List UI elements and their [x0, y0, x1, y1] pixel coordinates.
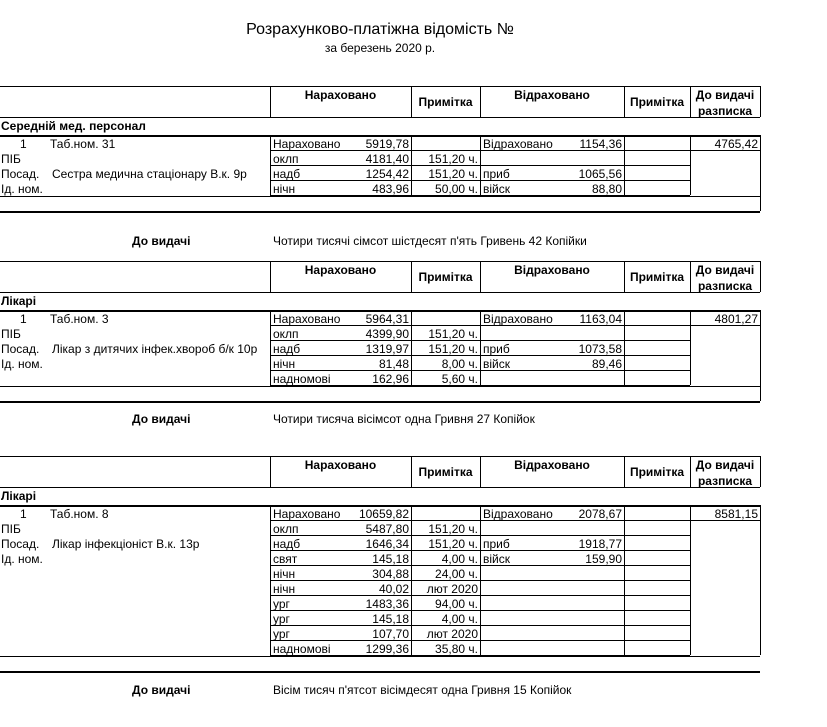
accrual-sum: 1646,34 [365, 537, 409, 551]
document-title: Розрахунково-платіжна відомість № [246, 21, 514, 38]
header-deducted: Відраховано [514, 88, 590, 102]
accrual-name: надб [273, 342, 301, 356]
grid-line [270, 135, 271, 195]
deducted-total-label: Відраховано [483, 137, 553, 151]
accrual-sum: 4399,90 [365, 327, 409, 341]
payout-label: До видачі [132, 234, 191, 248]
grid-line [760, 505, 761, 655]
block-line [0, 656, 760, 657]
grid-line [411, 310, 412, 385]
employee-number: 1 [20, 137, 27, 151]
header-accrued: Нараховано [304, 88, 377, 102]
deduction-name: війск [483, 357, 510, 371]
header-receipt: разписка [697, 104, 753, 118]
accrued-total-label: Нараховано [273, 312, 341, 326]
deducted-total-label: Відраховано [483, 312, 553, 326]
row-line [690, 520, 760, 521]
document-subtitle: за березень 2020 р. [324, 41, 436, 55]
header-note: Примітка [418, 95, 473, 109]
accrual-sum: 304,88 [372, 567, 409, 581]
accrual-name: надномові [273, 372, 331, 386]
grid-line [270, 505, 271, 655]
accrual-sum: 1299,36 [365, 642, 409, 656]
id-label: Ід. ном. [1, 552, 43, 566]
accrual-note: 151,20 ч. [428, 152, 478, 166]
header-top-line [0, 456, 760, 457]
grid-line [760, 310, 761, 385]
block-line [0, 386, 760, 387]
row-line [690, 150, 760, 151]
deduction-sum: 88,80 [591, 182, 622, 196]
accrual-note: 35,80 ч. [435, 642, 478, 656]
position-name: Лікар інфекціоніст В.к. 13р [52, 537, 200, 551]
accrual-name: надб [273, 537, 301, 551]
group-name: Лікарі [1, 489, 37, 503]
payout-amount: 8581,15 [714, 507, 758, 521]
grid-line [760, 456, 761, 487]
header-receipt: разписка [697, 474, 753, 488]
payout-label: До видачі [132, 683, 191, 697]
deduction-sum: 1065,56 [578, 167, 622, 181]
accrued-total: 5919,78 [365, 137, 409, 151]
deduction-sum: 1918,77 [578, 537, 622, 551]
header-top-line [0, 86, 760, 87]
accrual-name: надб [273, 167, 301, 181]
header-note: Примітка [418, 270, 473, 284]
accrual-note: лют 2020 [426, 582, 478, 596]
accrual-name: нічн [273, 357, 296, 371]
deduction-name: приб [483, 342, 510, 356]
deduction-sum: 89,46 [591, 357, 622, 371]
group-name: Лікарі [1, 294, 37, 308]
accrued-total-label: Нараховано [273, 507, 341, 521]
accrual-name: ург [273, 597, 290, 611]
accrual-sum: 1254,42 [365, 167, 409, 181]
deduction-name: приб [483, 167, 510, 181]
header-note-2: Примітка [629, 95, 685, 109]
pib-label: ПІБ [1, 522, 21, 536]
header-bottom-line [0, 292, 760, 293]
accrual-note: 151,20 ч. [428, 537, 478, 551]
header-note-2: Примітка [629, 270, 685, 284]
header-payout: До видачі [695, 458, 755, 472]
header-note: Примітка [418, 465, 473, 479]
header-note-2: Примітка [629, 465, 685, 479]
header-accrued: Нараховано [304, 263, 377, 277]
grid-line [760, 135, 761, 195]
deducted-total: 1154,36 [579, 137, 622, 151]
accrual-name: ург [273, 627, 290, 641]
accrual-sum: 4181,40 [365, 152, 409, 166]
grid-line [480, 310, 481, 385]
deduction-name: приб [483, 537, 510, 551]
employee-number: 1 [20, 312, 27, 326]
position-name: Лікар з дитячих інфек.хвороб б/к 10р [52, 342, 258, 356]
group-name: Середній мед. персонал [1, 119, 146, 133]
pib-label: ПІБ [1, 152, 21, 166]
header-accrued: Нараховано [304, 458, 377, 472]
grid-line [624, 135, 625, 195]
accrual-note: 50,00 ч. [435, 182, 478, 196]
grid-line [270, 310, 271, 385]
accrual-sum: 162,96 [372, 372, 409, 386]
grid-line [760, 261, 761, 292]
header-bottom-line [0, 487, 760, 488]
grid-line [690, 135, 691, 195]
accrual-name: ург [273, 612, 290, 626]
payout-label: До видачі [132, 412, 191, 426]
row-line [690, 325, 760, 326]
accrual-note: лют 2020 [426, 627, 478, 641]
tab-number: Таб.ном. 8 [50, 507, 109, 521]
grid-line [624, 505, 625, 655]
grid-line [690, 310, 691, 385]
payout-amount: 4801,27 [714, 312, 758, 326]
payout-amount: 4765,42 [714, 137, 758, 151]
header-top-line [0, 261, 760, 262]
position-label: Посад. [1, 167, 40, 181]
accrual-sum: 145,18 [372, 612, 409, 626]
accrual-name: оклп [273, 327, 299, 341]
grid-line [411, 505, 412, 655]
accrual-sum: 81,48 [378, 357, 409, 371]
block-bottom-line [0, 211, 760, 213]
accrual-note: 151,20 ч. [428, 327, 478, 341]
position-label: Посад. [1, 537, 40, 551]
payout-in-words: Чотири тисяча вісімсот одна Гривня 27 Копійок [273, 412, 535, 426]
accrued-total-label: Нараховано [273, 137, 341, 151]
payout-in-words: Чотири тисячі сімсот шістдесят п'ять Гривень 42 Копійки [273, 234, 587, 248]
deducted-total: 2078,67 [578, 507, 622, 521]
id-label: Ід. ном. [1, 357, 43, 371]
accrual-sum: 107,70 [372, 627, 409, 641]
employee-number: 1 [20, 507, 27, 521]
accrual-name: нічн [273, 182, 296, 196]
accrual-name: оклп [273, 522, 299, 536]
block-bottom-line [0, 401, 760, 403]
deduction-sum: 159,90 [585, 552, 622, 566]
block-bottom-line [0, 671, 760, 673]
accrual-note: 24,00 ч. [435, 567, 478, 581]
accrual-name: нічн [273, 582, 296, 596]
position-name: Сестра медична стаціонару В.к. 9р [52, 167, 247, 181]
accrual-note: 5,60 ч. [441, 372, 478, 386]
accrual-note: 4,00 ч. [441, 612, 478, 626]
payout-in-words: Вісім тисяч п'ятсот вісімдесят одна Гривня 15 Копійок [273, 683, 572, 697]
deduction-name: війск [483, 182, 510, 196]
grid-line [411, 135, 412, 195]
accrual-note: 94,00 ч. [435, 597, 478, 611]
id-label: Ід. ном. [1, 182, 43, 196]
accrual-sum: 483,96 [372, 182, 409, 196]
accrual-name: свят [273, 552, 298, 566]
block-line [0, 196, 760, 197]
accrual-sum: 145,18 [372, 552, 409, 566]
deducted-total: 1163,04 [579, 312, 622, 326]
deduction-sum: 1073,58 [578, 342, 622, 356]
position-label: Посад. [1, 342, 40, 356]
grid-line [480, 505, 481, 655]
accrual-sum: 1319,97 [365, 342, 409, 356]
grid-line [624, 310, 625, 385]
header-bottom-line [0, 117, 760, 118]
header-receipt: разписка [697, 279, 753, 293]
tab-number: Таб.ном. 31 [50, 137, 116, 151]
deduction-name: війск [483, 552, 510, 566]
grid-line [760, 195, 761, 211]
accrual-note: 8,00 ч. [441, 357, 478, 371]
tab-number: Таб.ном. 3 [50, 312, 109, 326]
header-deducted: Відраховано [514, 263, 590, 277]
header-payout: До видачі [695, 263, 755, 277]
accrual-name: нічн [273, 567, 296, 581]
accrual-sum: 5487,80 [365, 522, 409, 536]
header-deducted: Відраховано [514, 458, 590, 472]
accrued-total: 5964,31 [365, 312, 409, 326]
grid-line [690, 505, 691, 655]
accrual-note: 151,20 ч. [428, 167, 478, 181]
grid-line [480, 135, 481, 195]
deducted-total-label: Відраховано [483, 507, 553, 521]
grid-line [760, 86, 761, 117]
accrual-note: 4,00 ч. [441, 552, 478, 566]
accrual-note: 151,20 ч. [428, 342, 478, 356]
pib-label: ПІБ [1, 327, 21, 341]
accrual-sum: 40,02 [378, 582, 409, 596]
header-payout: До видачі [695, 88, 755, 102]
grid-line [760, 385, 761, 401]
accrual-name: оклп [273, 152, 299, 166]
accrual-note: 151,20 ч. [428, 522, 478, 536]
accrual-sum: 1483,36 [365, 597, 409, 611]
accrual-name: надномові [273, 642, 331, 656]
accrued-total: 10659,82 [358, 507, 409, 521]
